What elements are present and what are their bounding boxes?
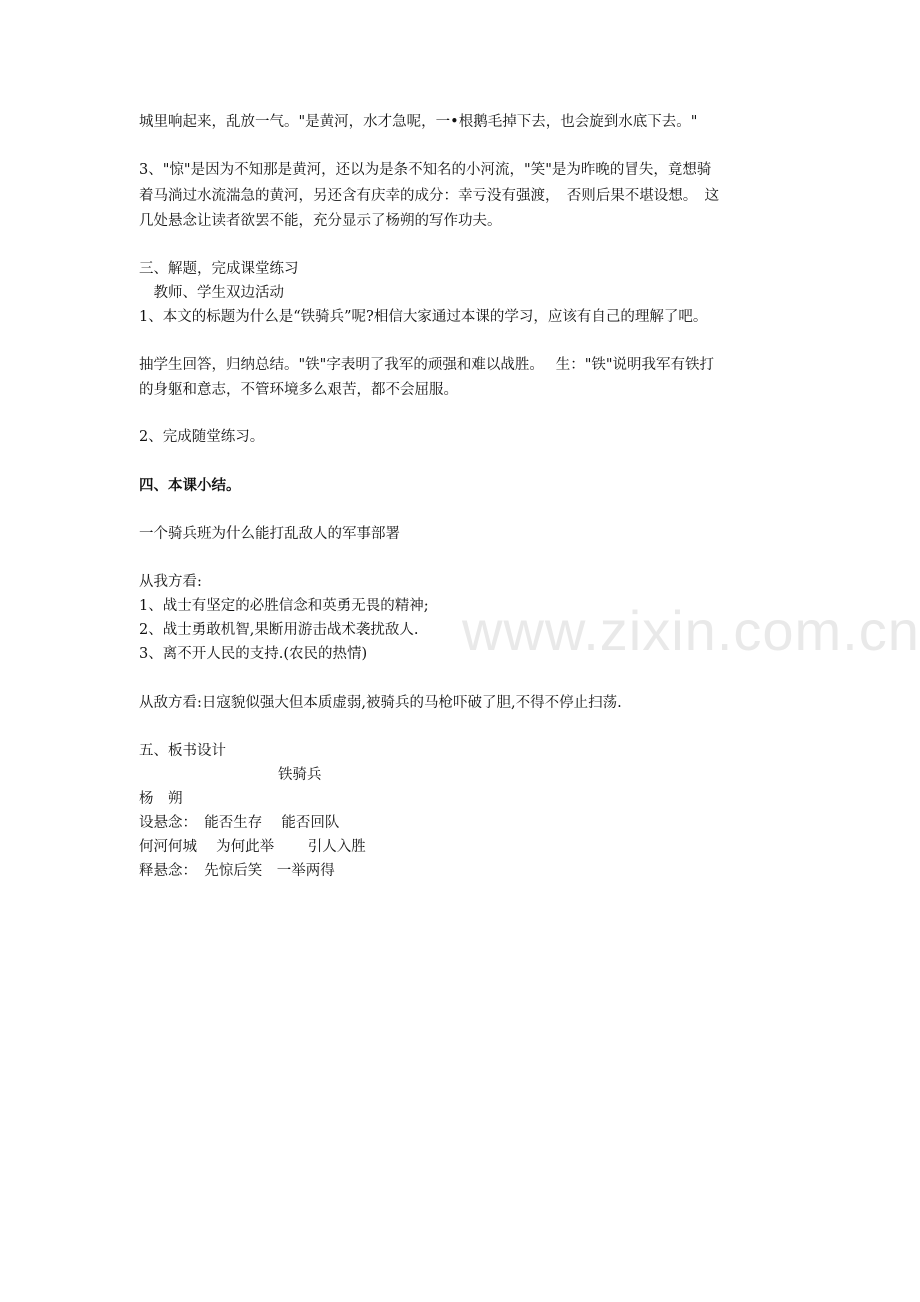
paragraph-line: 3、"惊"是因为不知那是黄河，还以为是条不知名的小河流，"笑"是为昨晚的冒失，竟想骑 bbox=[139, 162, 712, 178]
list-item: 1、战士有坚定的必胜信念和英勇无畏的精神; bbox=[139, 598, 429, 614]
paragraph-line: 教师、学生双边活动 bbox=[139, 285, 284, 301]
paragraph-line: 着马淌过水流湍急的黄河，另还含有庆幸的成分：幸亏没有强渡， 否则后果不堪设想。 这 bbox=[139, 188, 719, 204]
question-line: 1、本文的标题为什么是“铁骑兵”呢?相信大家通过本课的学习，应该有自己的理解了吧。 bbox=[139, 309, 708, 325]
board-line: 杨 朔 bbox=[139, 791, 183, 807]
board-line: 释悬念： 先惊后笑 一举两得 bbox=[139, 863, 335, 879]
paragraph-line: 从敌方看:日寇貌似强大但本质虚弱,被骑兵的马枪吓破了胆,不得不停止扫荡. bbox=[139, 695, 622, 711]
paragraph-line: 一个骑兵班为什么能打乱敌人的军事部署 bbox=[139, 526, 400, 542]
section-heading: 五、板书设计 bbox=[139, 743, 226, 759]
watermark-text: www.zixin.com.cn bbox=[462, 599, 920, 662]
board-title: 铁骑兵 bbox=[278, 767, 322, 783]
list-item: 2、战士勇敢机智,果断用游击战术袭扰敌人. bbox=[139, 622, 419, 638]
list-item: 2、完成随堂练习。 bbox=[139, 429, 265, 445]
section-heading: 三、解题，完成课堂练习 bbox=[139, 261, 299, 277]
board-line: 何河何城 为何此举 引人入胜 bbox=[139, 839, 366, 855]
paragraph-line: 的身躯和意志，不管环境多么艰苦，都不会屈服。 bbox=[139, 382, 458, 398]
paragraph-line: 几处悬念让读者欲罢不能，充分显示了杨朔的写作功夫。 bbox=[139, 213, 502, 229]
paragraph-line: 从我方看: bbox=[139, 574, 202, 590]
paragraph-line: 抽学生回答，归纳总结。"铁"字表明了我军的顽强和难以战胜。 生："铁"说明我军有铁打 bbox=[139, 357, 715, 373]
list-item: 3、离不开人民的支持.(农民的热情) bbox=[139, 646, 368, 662]
section-heading: 四、本课小结。 bbox=[139, 477, 241, 494]
paragraph-line: 城里响起来，乱放一气。"是黄河，水才急呢，一•根鹅毛掉下去，也会旋到水底下去。" bbox=[139, 114, 698, 130]
board-line: 设悬念： 能否生存 能否回队 bbox=[139, 815, 340, 831]
